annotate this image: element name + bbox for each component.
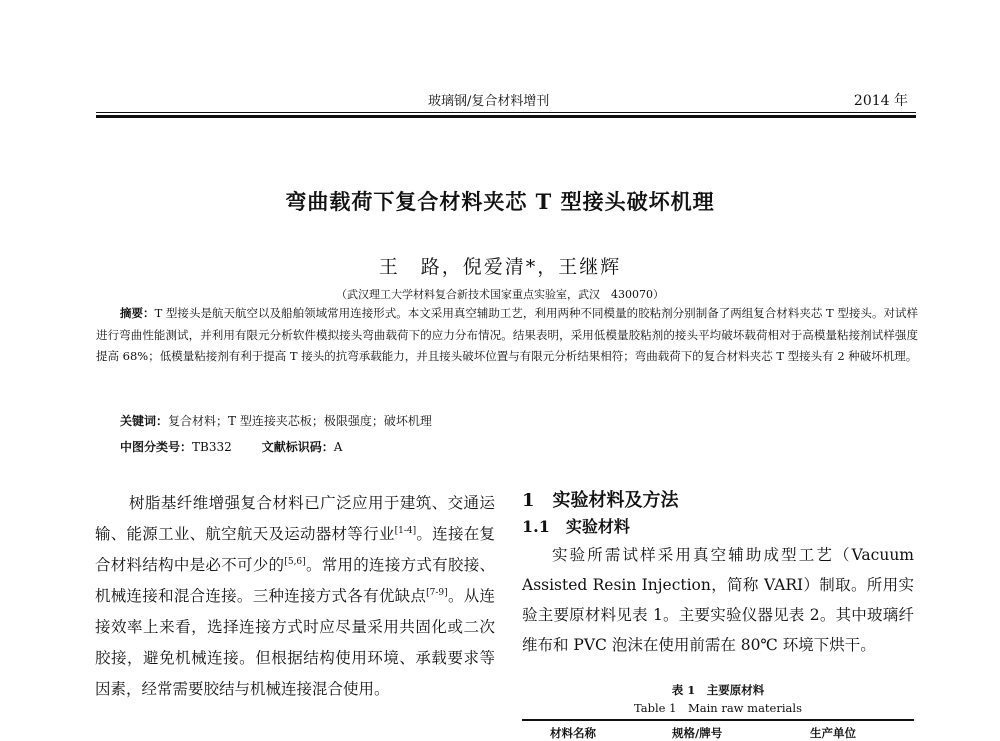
section-heading: 1 实验材料及方法 [522,490,679,511]
keywords-label: 关键词： [120,414,169,428]
running-head [96,90,916,112]
citation-ref: [5,6] [284,556,306,567]
abstract [96,303,918,368]
intro-text-3: 。常用的连接方式有胶接、机械连接和混合连接。三种连接方式各有优缺点 [95,556,495,605]
materials-paragraph: 实验所需试样采用真空辅助成型工艺（Vacuum Assisted Resin Injection，简称 VARI）制取。所用实验主要原材料见表 1。主要实验仪器见表 2。其中玻璃纤维布和 PVC 泡沫在使用前需在 80℃ 环境下烘干。 [522,546,914,654]
table-header-cell: 材料名称 [550,726,596,740]
table-header-cell: 规格/牌号 [672,726,723,740]
intro-text-2: 。连接在复合材料结构中是必不可少的 [95,525,495,574]
doc-code-label: 文献标识码： [261,440,334,454]
abstract-text: T 型接头是航天航空以及船舶领域常用连接形式。本文采用真空辅助工艺，利用两种不同模量的胶粘剂分别制备了两组复合材料夹芯 T 型接头。对试样进行弯曲性能测试，并利用有限元分析软件模拟接头弯曲载荷下的应力分布情况。结果表明，采用低模量胶粘剂的接头平均破坏载荷相对于高模量粘接剂试样强度提高 68%；低模量粘接剂有利于提高 T 接头的抗弯承载能力，并且接头破坏位置与有限元分析结果相符；弯曲载荷下的复合材料夹芯 T 型接头有 2 种破坏机理。 [96,306,918,364]
doc-code: A [333,440,343,454]
classification [120,438,900,455]
header-rule-thin [96,112,916,113]
paper-title: 弯曲载荷下复合材料夹芯 T 型接头破坏机理 [285,189,715,214]
keywords [120,412,900,429]
table-top-rule [522,719,914,721]
author-list: 王 路，倪爱清*，王继辉 [378,256,622,278]
intro-text-1: 树脂基纤维增强复合材料已广泛应用于建筑、交通运输、能源工业、航空航天及运动器材等行业 [95,494,495,543]
citation-ref: [1-4] [394,525,417,536]
header-rule-thick [96,115,916,118]
citation-ref: [7-9] [426,587,448,598]
intro-paragraph [95,488,495,705]
journal-name: 玻璃钢/复合材料增刊 [428,94,550,109]
keywords-text: 复合材料；T 型连接夹芯板；极限强度；破坏机理 [168,414,432,428]
intro-text-4: 。从连接效率上来看，选择连接方式时应尽量采用共固化或二次胶接，避免机械连接。但根据结构使用环境、承载要求等因素，经常需要胶结与机械连接混合使用。 [95,587,495,698]
table-caption-cn: 表 1 主要原材料 [671,683,765,697]
abstract-label: 摘要： [120,306,155,320]
clc-code: TB332 [192,440,232,454]
table-header-cell: 生产单位 [810,726,856,740]
clc-label: 中图分类号： [120,440,193,454]
table-header-row [522,725,914,741]
subsection-heading: 1.1 实验材料 [522,517,630,536]
affiliation: （武汉理工大学材料复合新技术国家重点实验室，武汉 430070） [336,288,664,301]
issue-year: 2014 年 [853,93,908,109]
table-caption-en: Table 1 Main raw materials [634,701,802,715]
